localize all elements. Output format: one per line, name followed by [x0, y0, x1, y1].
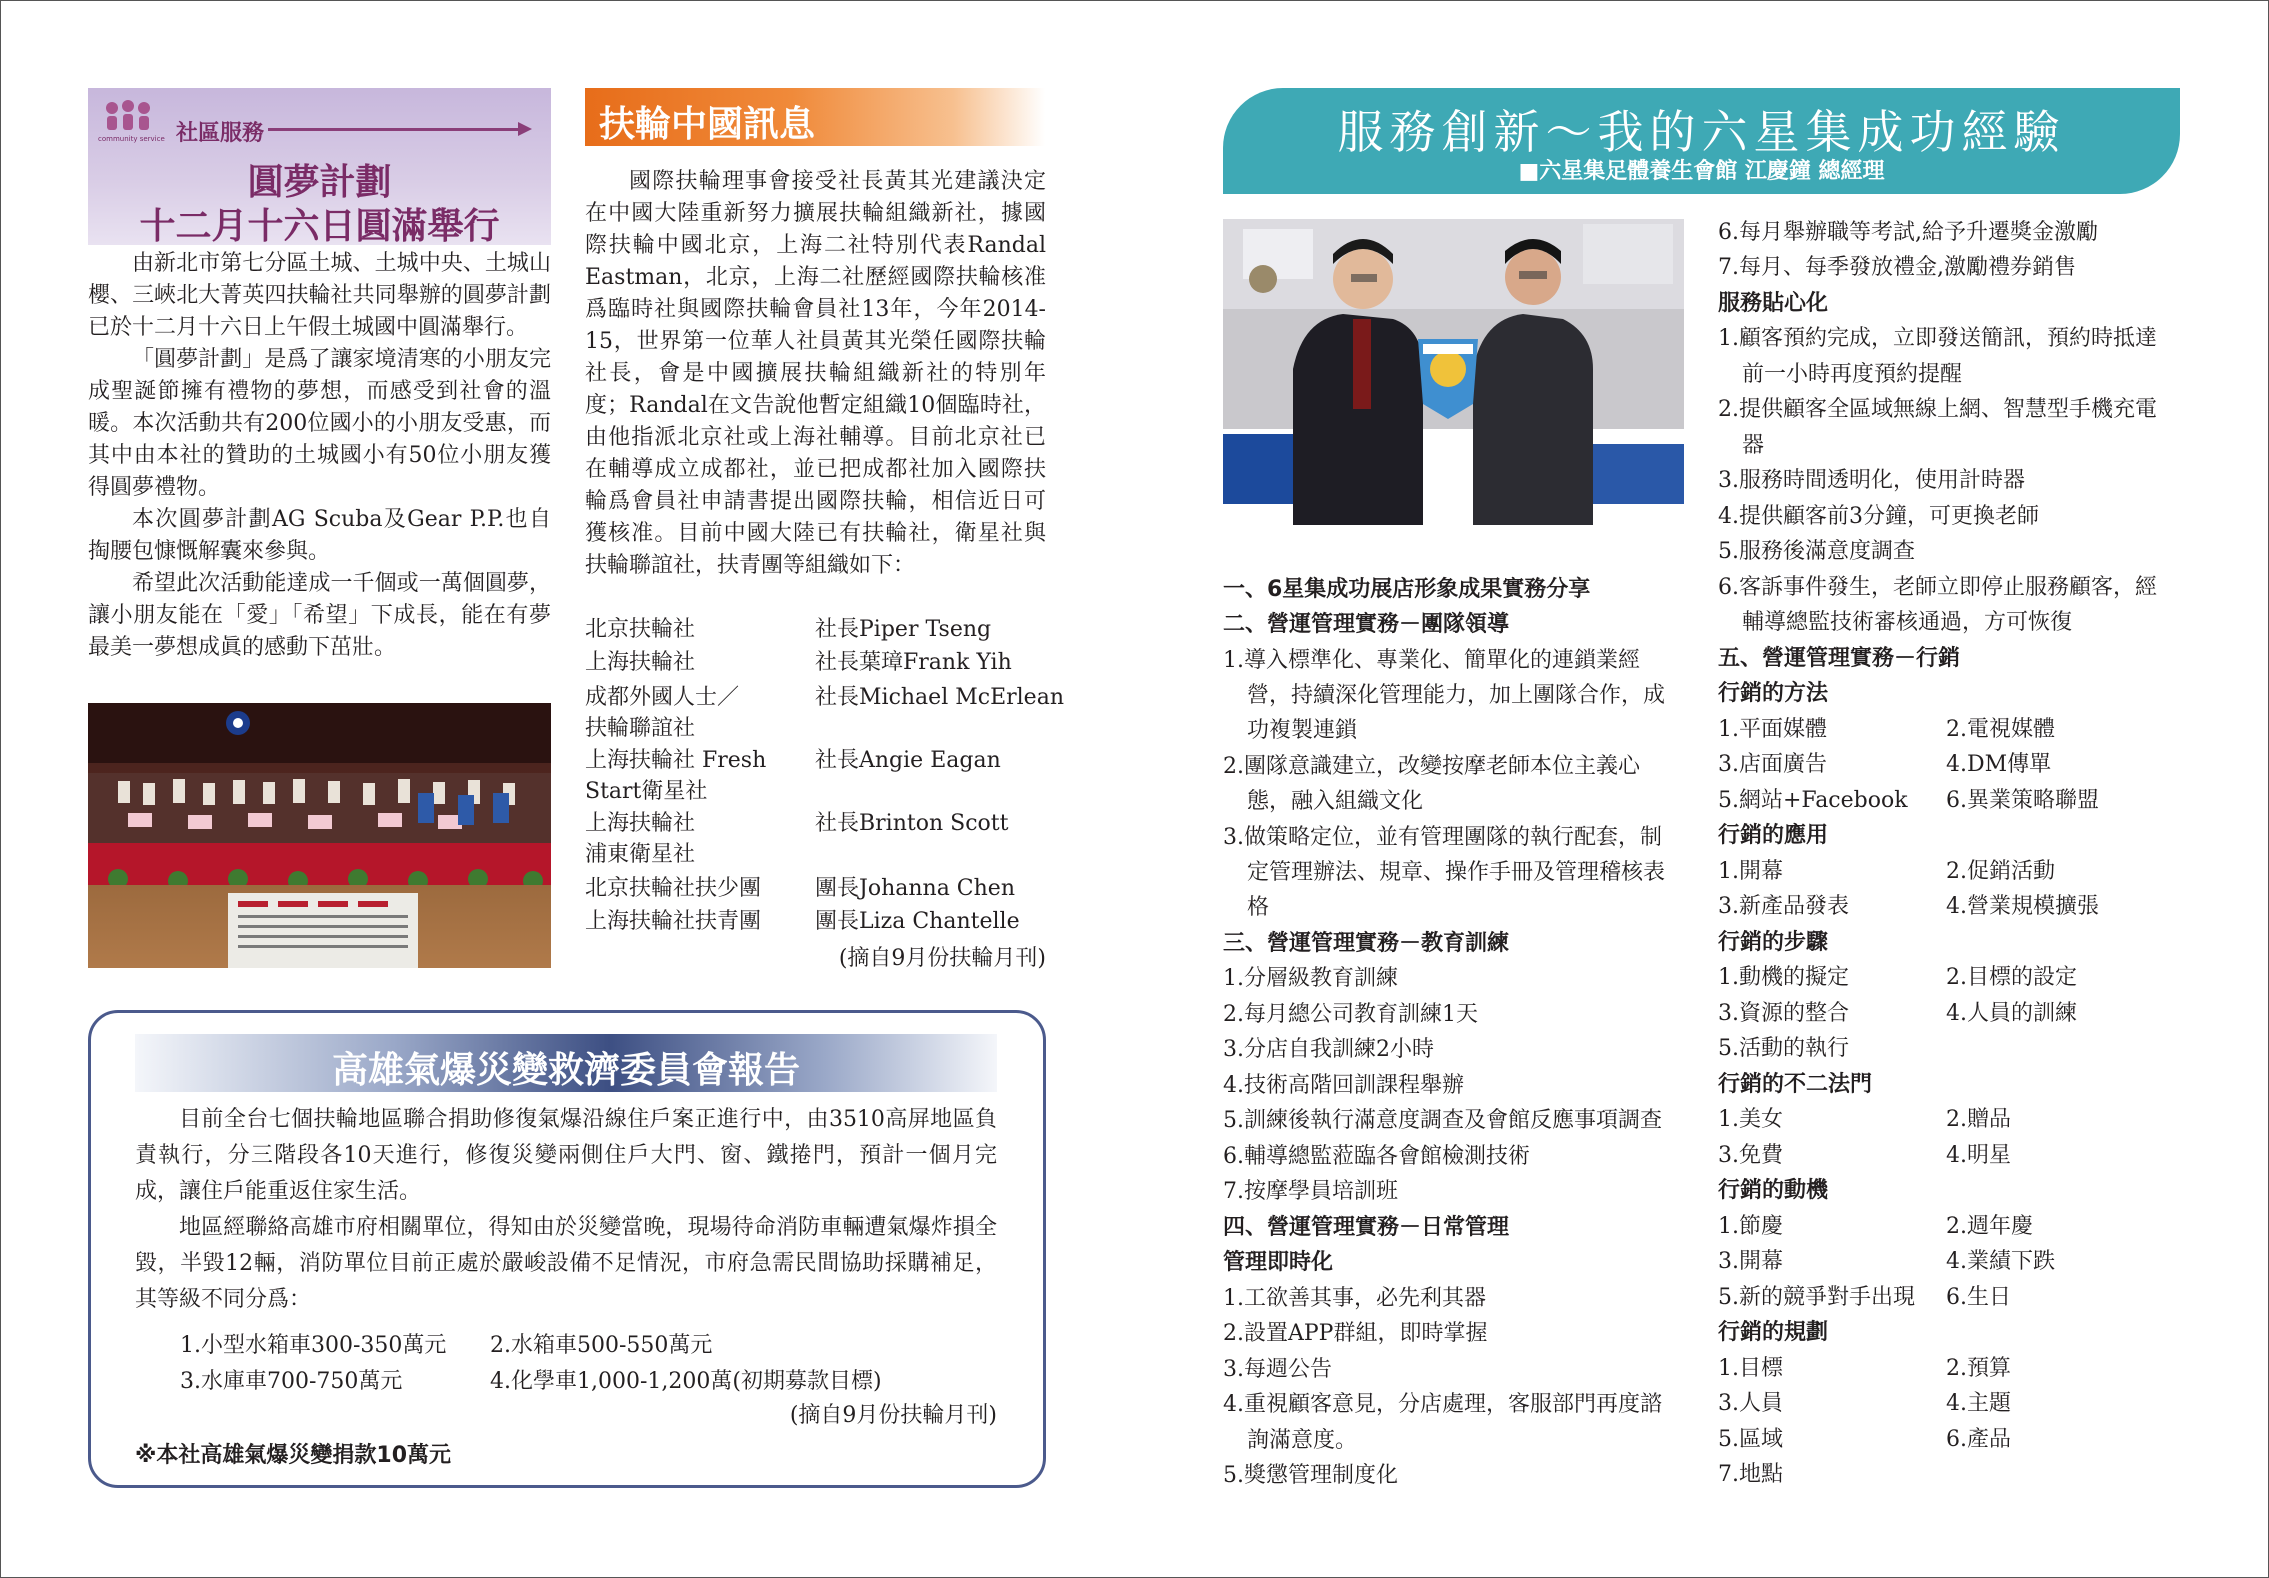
list-item: 2.目標的設定	[1946, 965, 2077, 990]
article-subtitle: ■六星集足體養生會館 江慶鐘 總經理	[1518, 159, 1885, 184]
rotary-china-paragraph: 國際扶輪理事會接受社長黃其光建議決定在中國大陸重新努力擴展扶輪組織新社，據國際扶輪中國北京，上海二社特別代表Randal Eastman，北京，上海二社歷經國際扶輪核准爲臨時社與國際扶輪會員社13年，今年2014-15，世界第一位華人社員黃其光榮任國際扶輪社長，會是中國擴展扶輪組織新社的特別年度；Randal在文告說他暫定組織10個臨時社，由他指派北京社或上海社輔導。目前北京社已在輔導成立成都社，並已把成都社加入國際扶輪爲會員社申請書提出國際扶輪，相信近日可獲核准。目前中國大陸已有扶輪社，衛星社與扶輪聯誼社，扶青團等組織如下：	[585, 169, 1046, 578]
section-heading: 五、營運管理實務－行銷	[1718, 646, 1961, 671]
list-item: 5.服務後滿意度調查	[1718, 539, 1915, 564]
truck-item: 1.小型水箱車300-350萬元	[180, 1333, 447, 1358]
section-heading: 四、營運管理實務－日常管理	[1223, 1215, 1510, 1240]
club-name: 上海扶輪社	[585, 650, 696, 675]
list-item: 6.每月舉辦職等考試,給予升遷獎金激勵	[1718, 220, 2098, 245]
list-item: 3.分店自我訓練2小時	[1223, 1037, 1434, 1062]
community-service-label: 社區服務	[176, 121, 265, 146]
list-item: 2.每月總公司教育訓練1天	[1223, 1002, 1478, 1027]
community-service-header	[88, 88, 551, 245]
list-item: 3.店面廣告	[1718, 752, 1827, 777]
list-item: 4.人員的訓練	[1946, 1001, 2077, 1026]
list-item: 3.服務時間透明化，使用計時器	[1718, 468, 2025, 493]
article-title: 服務創新～我的六星集成功經驗	[1337, 105, 2066, 159]
list-item-cont: 器	[1742, 433, 1765, 458]
community-title-line1: 圓夢計劃	[247, 162, 392, 203]
sub-heading: 行銷的步驟	[1718, 930, 1829, 955]
kaohsiung-article	[135, 1102, 997, 1318]
handshake-photo-image	[1223, 219, 1684, 525]
list-item: 6.輔導總監蒞臨各會館檢測技術	[1223, 1144, 1530, 1169]
list-item: 5.活動的執行	[1718, 1036, 1849, 1061]
list-item: 4.明星	[1946, 1143, 2011, 1168]
list-item: 7.地點	[1718, 1462, 1783, 1487]
sub-heading: 行銷的應用	[1718, 823, 1829, 848]
truck-item: 4.化學車1,000-1,200萬(初期募款目標)	[490, 1369, 882, 1394]
rotary-china-source: (摘自9月份扶輪月刊)	[838, 946, 1046, 971]
list-item: 3.開幕	[1718, 1249, 1783, 1274]
list-item: 3.做策略定位，並有管理團隊的執行配套，制	[1223, 825, 1662, 850]
club-leader: 團長Liza Chantelle	[815, 909, 1020, 934]
list-item: 5.訓練後執行滿意度調查及會館反應事項調查	[1223, 1108, 1662, 1133]
sub-heading: 服務貼心化	[1718, 291, 1829, 316]
list-item: 5.區域	[1718, 1427, 1783, 1452]
list-item: 4.營業規模擴張	[1946, 894, 2099, 919]
sub-heading: 行銷的不二法門	[1718, 1072, 1873, 1097]
list-item: 1.顧客預約完成，立即發送簡訊，預約時抵達	[1718, 326, 2157, 351]
community-paragraph: 希望此次活動能達成一千個或一萬個圓夢，讓小朋友能在「愛」「希望」下成長，能在有夢最美一夢想成眞的感動下茁壯。	[88, 571, 551, 660]
list-item: 7.按摩學員培訓班	[1223, 1179, 1398, 1204]
list-item: 5.新的競爭對手出現	[1718, 1285, 1915, 1310]
list-item: 4.重視顧客意見，分店處理，客服部門再度諮	[1223, 1392, 1662, 1417]
section-heading: 二、營運管理實務－團隊領導	[1223, 612, 1510, 637]
list-item: 3.每週公告	[1223, 1357, 1332, 1382]
list-item: 3.資源的整合	[1718, 1001, 1849, 1026]
rotary-china-banner	[585, 88, 1045, 146]
list-item: 5.獎懲管理制度化	[1223, 1463, 1398, 1488]
arrow-right-icon	[518, 122, 532, 136]
list-item: 2.週年慶	[1946, 1214, 2033, 1239]
group-photo-image	[88, 703, 551, 968]
truck-item: 3.水庫車700-750萬元	[180, 1369, 403, 1394]
list-item: 1.動機的擬定	[1718, 965, 1849, 990]
section-heading: 三、營運管理實務－教育訓練	[1223, 931, 1510, 956]
list-item: 5.網站+Facebook	[1718, 788, 1908, 813]
list-item: 6.客訴事件發生，老師立即停止服務顧客，經	[1718, 575, 2157, 600]
kaohsiung-paragraph: 目前全台七個扶輪地區聯合捐助修復氣爆沿線住戶案正進行中，由3510高屏地區負責執行，分三階段各10天進行，修復災變兩側住戶大門、窗、鐵捲門，預計一個月完成，讓住戶能重返住家生活。	[135, 1107, 997, 1204]
community-paragraph: 本次圓夢計劃AG Scuba及Gear P.P.也自掏腰包慷慨解囊來參與。	[88, 507, 551, 564]
club-leader: 社長Angie Eagan	[815, 748, 1001, 773]
kaohsiung-paragraph: 地區經聯絡高雄市府相關單位，得知由於災變當晚，現場待命消防車輛遭氣爆炸損全毀，半毀12輛，消防單位目前正處於嚴峻設備不足情況，市府急需民間協助採購補足，其等級不同分爲：	[135, 1215, 997, 1312]
list-item: 1.節慶	[1718, 1214, 1783, 1239]
list-item: 2.贈品	[1946, 1107, 2011, 1132]
list-item-cont: 格	[1247, 895, 1270, 920]
list-item: 2.提供顧客全區域無線上網、智慧型手機充電	[1718, 397, 2157, 422]
club-name: 成都外國人士／扶輪聯誼社	[585, 685, 740, 741]
club-leader: 團長Johanna Chen	[815, 876, 1015, 901]
handshake-photo	[1223, 219, 1684, 525]
list-item-cont: 態，融入組織文化	[1247, 789, 1424, 814]
sub-heading: 行銷的動機	[1718, 1178, 1829, 1203]
group-photo	[88, 703, 551, 968]
list-item-cont: 前一小時再度預約提醒	[1742, 362, 1963, 387]
club-name: 上海扶輪社 Fresh Start衛星社	[585, 748, 767, 804]
list-item: 1.分層級教育訓練	[1223, 966, 1398, 991]
community-service-logo-icon	[98, 98, 165, 144]
club-leader: 社長葉璋Frank Yih	[815, 650, 1012, 675]
club-leader: 社長Brinton Scott	[815, 811, 1009, 836]
list-item: 1.工欲善其事，必先利其器	[1223, 1286, 1486, 1311]
list-item: 6.異業策略聯盟	[1946, 788, 2099, 813]
list-item: 3.新產品發表	[1718, 894, 1849, 919]
header-arrow-line	[268, 128, 523, 131]
list-item: 6.生日	[1946, 1285, 2011, 1310]
rotary-china-title: 扶輪中國訊息	[599, 104, 816, 145]
community-article	[88, 248, 551, 664]
list-item: 2.團隊意識建立，改變按摩老師本位主義心	[1223, 754, 1640, 779]
list-item: 2.預算	[1946, 1356, 2011, 1381]
sub-heading: 行銷的規劃	[1718, 1320, 1829, 1345]
list-item-cont: 輔導總監技術審核通過，方可恢復	[1742, 610, 2073, 635]
community-paragraph: 由新北市第七分區土城、土城中央、土城山櫻、三峽北大菁英四扶輪社共同舉辦的圓夢計劃已於十二月十六日上午假土城國中圓滿舉行。	[88, 251, 551, 340]
list-item: 1.美女	[1718, 1107, 1783, 1132]
list-item: 2.電視媒體	[1946, 717, 2055, 742]
sub-heading: 行銷的方法	[1718, 681, 1829, 706]
list-item-cont: 定管理辦法、規章、操作手冊及管理稽核表	[1247, 860, 1666, 885]
list-item: 2.促銷活動	[1946, 859, 2055, 884]
club-name: 北京扶輪社	[585, 617, 696, 642]
sub-heading: 管理即時化	[1223, 1250, 1334, 1275]
list-item-cont: 營，持續深化管理能力，加上團隊合作，成	[1247, 683, 1666, 708]
list-item: 4.主題	[1946, 1391, 2011, 1416]
club-leader: 社長Michael McErlean	[815, 685, 1064, 710]
club-leader: 社長Piper Tseng	[815, 617, 992, 642]
list-item: 4.業績下跌	[1946, 1249, 2055, 1274]
club-name: 上海扶輪社扶青團	[585, 909, 762, 934]
community-paragraph: 「圓夢計劃」是爲了讓家境清寒的小朋友完成聖誕節擁有禮物的夢想，而感受到社會的溫暖。本次活動共有200位國小的小朋友受惠，而其中由本社的贊助的土城國小有50位小朋友獲得圓夢禮物。	[88, 347, 551, 500]
club-name: 北京扶輪社扶少團	[585, 876, 762, 901]
list-item: 1.目標	[1718, 1356, 1783, 1381]
rotary-china-article	[585, 166, 1046, 582]
kaohsiung-title: 高雄氣爆災變救濟委員會報告	[331, 1050, 800, 1091]
logo-caption: community service	[98, 135, 165, 143]
list-item: 4.提供顧客前3分鐘，可更換老師	[1718, 504, 2039, 529]
list-item: 7.每月、每季發放禮金,激勵禮券銷售	[1718, 255, 2076, 280]
list-item: 3.人員	[1718, 1391, 1783, 1416]
kaohsiung-donation-note: ※本社高雄氣爆災變捐款10萬元	[135, 1443, 452, 1468]
list-item: 1.平面媒體	[1718, 717, 1827, 742]
list-item: 2.設置APP群組，即時掌握	[1223, 1321, 1488, 1346]
section-heading: 一、6星集成功展店形象成果實務分享	[1223, 577, 1591, 602]
list-item: 1.開幕	[1718, 859, 1783, 884]
list-item-cont: 功複製連鎖	[1247, 718, 1358, 743]
list-item-cont: 詢滿意度。	[1247, 1428, 1358, 1453]
list-item: 3.免費	[1718, 1143, 1783, 1168]
truck-item: 2.水箱車500-550萬元	[490, 1333, 713, 1358]
community-title-line2: 十二月十六日圓滿舉行	[139, 206, 500, 247]
list-item: 4.技術高階回訓課程舉辦	[1223, 1073, 1464, 1098]
kaohsiung-source: (摘自9月份扶輪月刊)	[789, 1403, 997, 1428]
article-banner	[1223, 88, 2180, 194]
club-name: 上海扶輪社 浦東衛星社	[585, 811, 696, 867]
list-item: 4.DM傳單	[1946, 752, 2052, 777]
list-item: 1.導入標準化、專業化、簡單化的連鎖業經	[1223, 648, 1640, 673]
kaohsiung-banner	[135, 1034, 997, 1092]
list-item: 6.產品	[1946, 1427, 2011, 1452]
